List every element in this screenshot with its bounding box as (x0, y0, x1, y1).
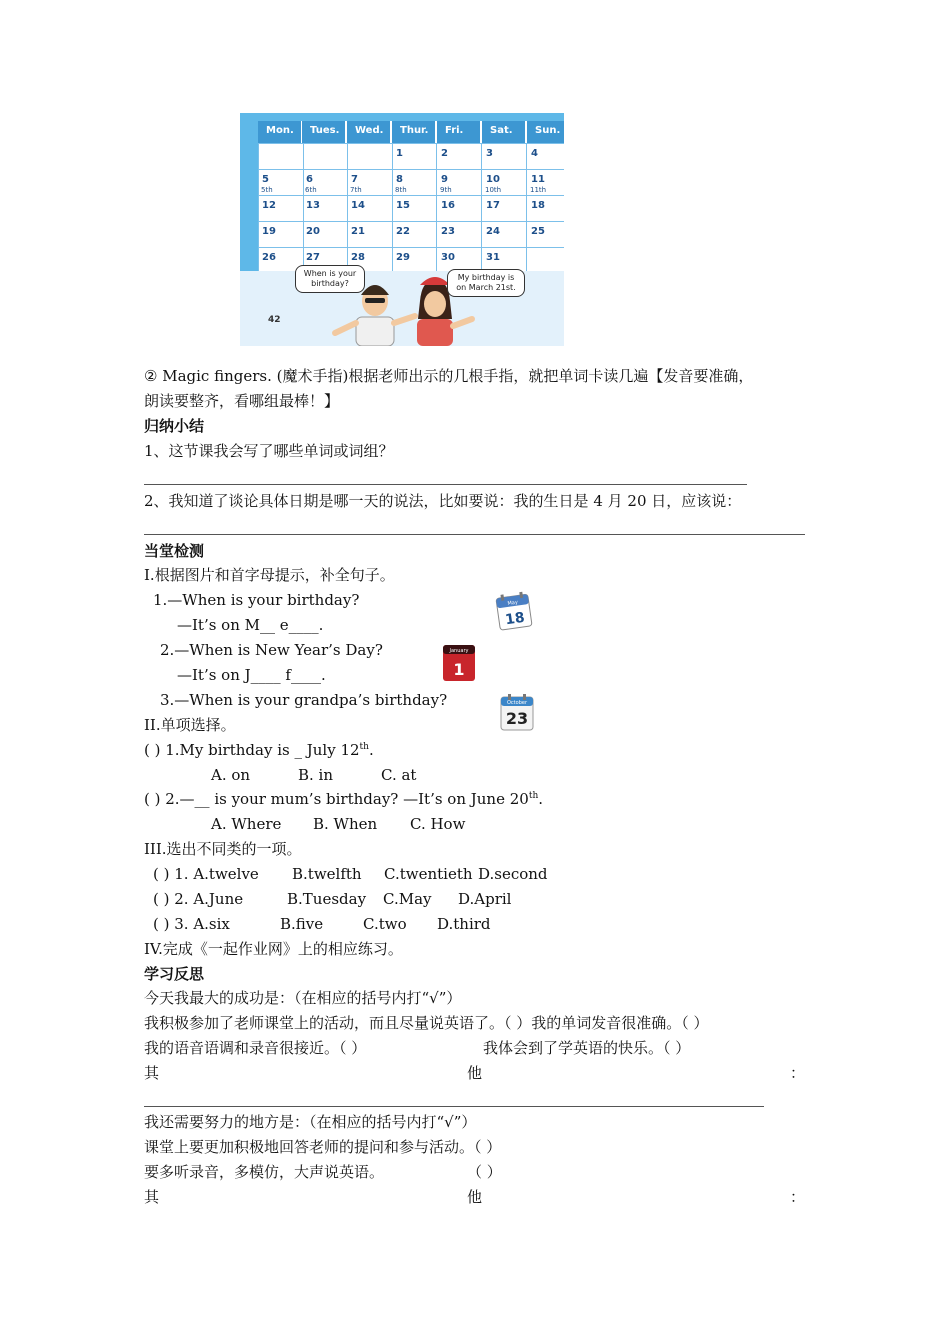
grid-line (258, 247, 564, 248)
calendar-day: 4 (531, 148, 538, 159)
grid-line (258, 195, 564, 196)
improve-item-2: 要多听录音，多模仿，大声说英语。 (144, 1163, 385, 1181)
calendar-day: 2 (441, 148, 448, 159)
weekday-label: Thur. (400, 125, 429, 136)
icon1-month: May (507, 599, 519, 607)
other-label-c: ： (790, 1064, 806, 1082)
weekday-label: Sun. (535, 125, 561, 136)
part3-r2-c: C.May (383, 890, 432, 908)
improve-item-2-paren[interactable]: （ ） (467, 1163, 502, 1181)
calendar-day: 28 (351, 252, 365, 263)
other-label-c-2: ： (790, 1188, 806, 1206)
part3-r3-a[interactable]: ( ) 3. A.six (153, 915, 230, 933)
other-label-a-2: 其 (144, 1188, 160, 1206)
children-scene (240, 271, 564, 346)
calendar-ordinal: 6th (305, 186, 317, 194)
part2-q2-text: ( ) 2.—__ is your mum’s birthday? —It’s on June 20 (144, 790, 529, 808)
part3-r2-a[interactable]: ( ) 2. A.June (153, 890, 244, 908)
part1-q3: 3.—When is your grandpa’s birthday? (160, 691, 448, 709)
calendar-day: 13 (306, 200, 320, 211)
calendar-day: 14 (351, 200, 365, 211)
weekday-label: Tues. (310, 125, 340, 136)
icon3-month: October (506, 700, 528, 706)
part3-r2-d: D.April (458, 890, 512, 908)
q1-option-c[interactable]: C. at (381, 766, 417, 784)
q1-option-a[interactable]: A. on (211, 766, 251, 784)
magic-fingers-line2: 朗读要整齐，看哪组最棒！】 (144, 392, 340, 410)
icon2-day: 1 (453, 660, 465, 679)
calendar-day: 25 (531, 226, 545, 237)
success-title: 今天我最大的成功是：（在相应的括号内打“√”） (144, 989, 462, 1007)
summary-question-2: 2、我知道了谈论具体日期是哪一天的说法，比如要说：我的生日是 4 月 20 日，应该说： (144, 492, 742, 510)
grid-line (392, 143, 393, 273)
grid-line (526, 143, 527, 273)
calendar-day: 12 (262, 200, 276, 211)
calendar-day: 10 (486, 174, 500, 185)
part1-q2: 2.—When is New Year’s Day? (160, 641, 383, 659)
grid-line (436, 143, 437, 273)
calendar-day: 22 (396, 226, 410, 237)
calendar-day: 24 (486, 226, 500, 237)
reflection-heading: 学习反思 (144, 965, 205, 983)
calendar-ordinal: 11th (530, 186, 547, 194)
calendar-day: 26 (262, 252, 276, 263)
calendar-day: 23 (441, 226, 455, 237)
part3-r1-c: C.twentieth (384, 865, 473, 883)
part3-r3-b: B.five (280, 915, 324, 933)
calendar-ordinal: 10th (485, 186, 502, 194)
part3-r1-b: B.twelfth (292, 865, 362, 883)
part2-q1-end: . (368, 741, 374, 759)
weekday-label: Sat. (490, 125, 513, 136)
icon2-month: January (449, 648, 469, 654)
part4-title: IV.完成《一起作业网》上的相应练习。 (144, 940, 403, 958)
grid-line (303, 143, 304, 273)
part2-q2 (144, 789, 543, 809)
calendar-day: 17 (486, 200, 500, 211)
icon1-day: 18 (504, 609, 526, 629)
success-item-3[interactable]: 我体会到了学英语的快乐。（ ） (483, 1039, 691, 1057)
grid-line (481, 143, 482, 273)
other-label-b-2: 他 (467, 1188, 483, 1206)
success-item-2[interactable]: 我的语音语调和录音很接近。（ ） (144, 1039, 367, 1057)
calendar-day: 5 (262, 174, 269, 185)
calendar-day: 7 (351, 174, 358, 185)
other-label-b: 他 (467, 1064, 483, 1082)
part1-a1[interactable]: —It’s on M__ e____. (177, 616, 324, 634)
summary-question-1: 1、这节课我会写了哪些单词或词组？ (144, 442, 394, 460)
icon3-day: 23 (505, 709, 529, 728)
bubble-right-line1: My birthday is (457, 273, 515, 282)
bubble-right-line2: on March 21st. (456, 283, 516, 292)
part3-r2-b: B.Tuesday (287, 890, 367, 908)
summary-heading: 归纳小结 (144, 417, 205, 435)
part3-r3-d: D.third (437, 915, 491, 933)
calendar-illustration (240, 113, 564, 346)
grid-line (258, 169, 564, 170)
answer-line-1[interactable] (144, 484, 747, 485)
calendar-day: 8 (396, 174, 403, 185)
calendar-day: 18 (531, 200, 545, 211)
calendar-ordinal: 8th (395, 186, 407, 194)
improve-item-1[interactable]: 课堂上要更加积极地回答老师的提问和参与活动。（ ） (144, 1138, 502, 1156)
grid-line (258, 143, 564, 144)
calendar-day: 20 (306, 226, 320, 237)
magic-fingers-line1: ② Magic fingers. (魔术手指)根据老师出示的几根手指，就把单词卡读几遍【发音要准确， (144, 367, 754, 385)
part2-q1-sup: th (359, 742, 369, 752)
calendar-day: 15 (396, 200, 410, 211)
part1-a2[interactable]: —It’s on J____ f____. (177, 666, 326, 684)
part3-r1-d: D.second (478, 865, 548, 883)
calendar-day: 1 (396, 148, 403, 159)
improve-title: 我还需要努力的地方是：（在相应的括号内打“√”） (144, 1113, 477, 1131)
calendar-october-23-icon (500, 693, 534, 731)
calendar-day: 27 (306, 252, 320, 263)
calendar-day: 9 (441, 174, 448, 185)
calendar-ordinal: 9th (440, 186, 452, 194)
calendar-day: 19 (262, 226, 276, 237)
other-answer-line[interactable] (144, 1106, 764, 1107)
part3-r3-c: C.two (363, 915, 407, 933)
calendar-day: 29 (396, 252, 410, 263)
part3-title: III.选出不同类的一项。 (144, 840, 302, 858)
calendar-ordinal: 7th (350, 186, 362, 194)
other-label-a: 其 (144, 1064, 160, 1082)
bubble-left-line2: birthday? (311, 279, 349, 288)
q2-option-b[interactable]: B. When (313, 815, 378, 833)
calendar-day: 6 (306, 174, 313, 185)
q2-option-c[interactable]: C. How (410, 815, 466, 833)
q2-option-a[interactable]: A. Where (211, 815, 282, 833)
part2-q1-text: ( ) 1.My birthday is _ July 12 (144, 741, 360, 759)
grid-line (347, 143, 348, 273)
speech-bubble-answer (447, 269, 525, 297)
calendar-ordinal: 5th (261, 186, 273, 194)
weekday-label: Wed. (355, 125, 384, 136)
part2-q1 (144, 740, 374, 760)
part2-q2-sup: th (528, 791, 539, 801)
success-item-1[interactable]: 我积极参加了老师课堂上的活动，而且尽量说英语了。（ ）我的单词发音很准确。（ ） (144, 1014, 709, 1032)
weekday-label: Mon. (266, 125, 294, 136)
calendar-day: 3 (486, 148, 493, 159)
calendar-may-18-icon (494, 590, 536, 634)
part1-title: I.根据图片和首字母提示，补全句子。 (144, 566, 395, 584)
textbook-page-number: 42 (268, 315, 281, 325)
calendar-january-1-icon (442, 644, 476, 682)
calendar-day: 21 (351, 226, 365, 237)
part2-title: II.单项选择。 (144, 716, 236, 734)
answer-line-2[interactable] (144, 534, 805, 535)
q1-option-b[interactable]: B. in (298, 766, 334, 784)
calendar-day: 30 (441, 252, 455, 263)
grid-line (258, 221, 564, 222)
part2-q2-end: . (538, 790, 544, 808)
part1-q1: 1.—When is your birthday? (153, 591, 360, 609)
grid-line (258, 143, 259, 273)
weekday-label: Fri. (445, 125, 464, 136)
calendar-day: 11 (531, 174, 545, 185)
calendar-day: 31 (486, 252, 500, 263)
part3-r1-a[interactable]: ( ) 1. A.twelve (153, 865, 259, 883)
bubble-left-line1: When is your (303, 269, 357, 278)
calendar-day: 16 (441, 200, 455, 211)
test-heading: 当堂检测 (144, 542, 205, 560)
speech-bubble-question (295, 265, 365, 293)
